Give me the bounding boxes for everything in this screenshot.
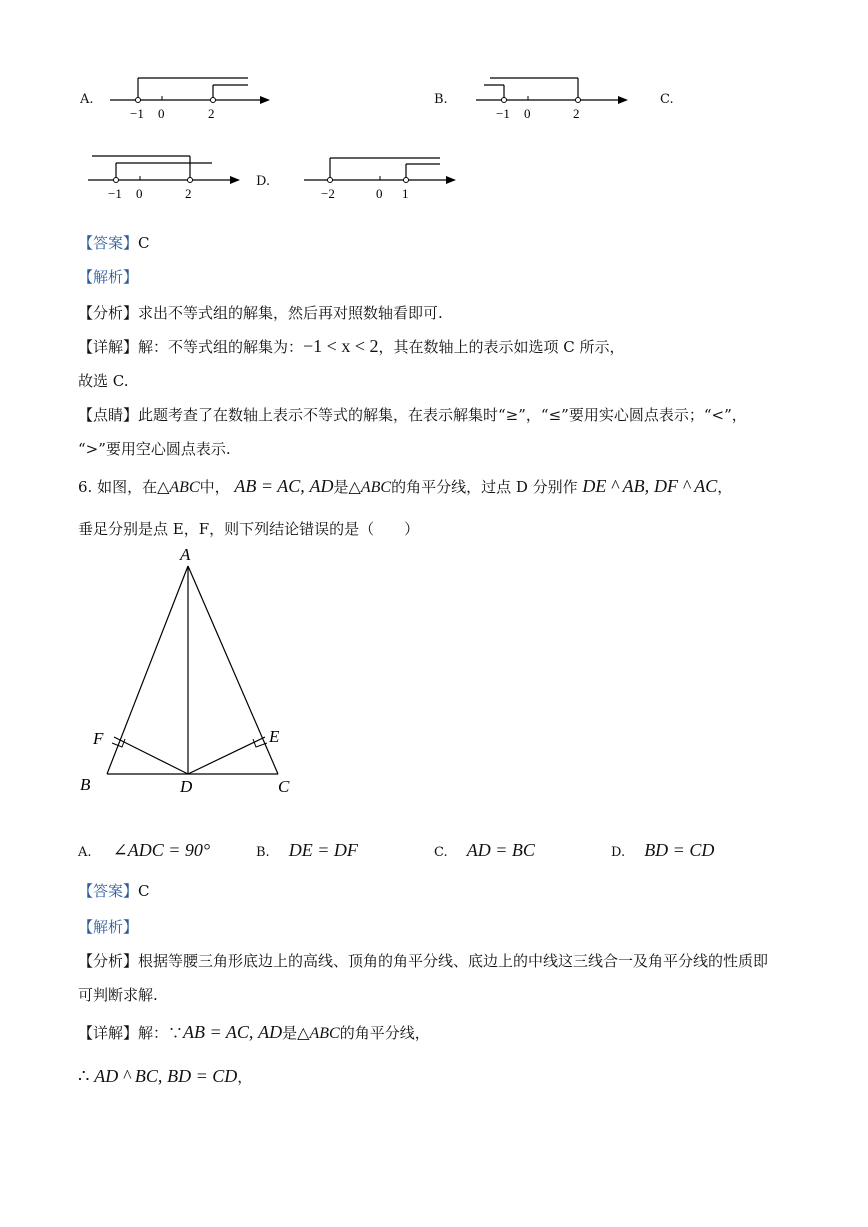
tick-label: 2: [573, 106, 580, 121]
tick-label: −1: [130, 106, 144, 121]
tick-label: 0: [136, 186, 143, 201]
answer-value: C: [138, 882, 150, 900]
tick-label: 0: [158, 106, 165, 121]
dianjing-line1: 此题考查了在数轴上表示不等式的解集，在表示解集时“≥”，“≤”要用实心圆点表示；“<”，: [138, 406, 747, 424]
option-d-label: D.: [256, 174, 271, 189]
option-label: C.: [434, 845, 448, 860]
tick-label: 0: [524, 106, 531, 121]
answer-value: C: [138, 234, 150, 252]
option-d-number-line: [304, 152, 474, 202]
stem-text: ，: [717, 478, 733, 496]
option-b-number-line: [476, 72, 636, 122]
expr-df-perp-ac: DF ^ AC: [653, 476, 718, 496]
option-a-number-line: [110, 72, 280, 122]
xiangjie-suffix: 的角平分线，: [339, 1024, 430, 1042]
triangle-abc: △ABC: [297, 1025, 340, 1042]
fenxi-tag: 【分析】: [78, 952, 139, 970]
tick-label: 2: [185, 186, 192, 201]
q6-stem-line2: 垂足分别是点 E，F，则下列结论错误的是（ ）: [78, 520, 420, 538]
q6-analysis-tag: 【解析】: [78, 918, 139, 936]
option-expr: ∠ADC = 90°: [112, 840, 211, 860]
expr-de-perp-ab: DE ^ AB,: [582, 476, 650, 496]
because-symbol: ∵: [168, 1024, 184, 1042]
stem-text: 6. 如图，在: [78, 478, 158, 496]
dianjing-tag: 【点睛】: [78, 406, 139, 424]
q6-answer: [78, 880, 150, 901]
tick-label: −1: [108, 186, 122, 201]
vertex-label-b: B: [80, 775, 91, 794]
tick-label: −1: [496, 106, 510, 121]
fenxi-line1: 根据等腰三角形底边上的高线、顶角的角平分线、底边上的中线这三线合一及角平分线的性质即: [138, 952, 769, 970]
triangle-abc: △ABC: [157, 479, 200, 496]
stem-text: 中，: [199, 478, 230, 496]
tick-label: 0: [376, 186, 383, 201]
vertex-label-f: F: [93, 729, 104, 748]
answer-tag: 【答案】: [78, 234, 139, 252]
q6-fenxi: [78, 950, 768, 971]
expr-ab-eq-ac: AB = AC,: [234, 476, 305, 496]
q5-conclusion: 故选 C.: [78, 372, 129, 390]
option-expr: DE = DF: [288, 840, 358, 860]
q6-fenxi-line2: 可判断求解.: [78, 986, 158, 1004]
option-label: B.: [256, 845, 270, 860]
option-expr: AD = BC: [466, 840, 535, 860]
q6-xiangjie: [78, 1022, 430, 1043]
q5-dianjing: [78, 404, 747, 425]
option-b-label: B.: [434, 92, 448, 107]
triangle-abc: △ABC: [348, 479, 392, 496]
option-c-label: C.: [660, 92, 674, 107]
xiangjie-prefix: 解：: [138, 1024, 169, 1042]
expr-ad-perp-bc: AD ^ BC,: [94, 1066, 163, 1086]
tick-label: 2: [208, 106, 215, 121]
vertex-label-e: E: [269, 727, 280, 746]
q5-analysis-tag: 【解析】: [78, 268, 139, 286]
option-label: A.: [78, 845, 92, 860]
q5-answer: [78, 232, 150, 253]
expr-ab-eq-ac: AB = AC,: [183, 1022, 254, 1042]
triangle-figure: [76, 540, 316, 800]
option-a-label: A.: [80, 92, 94, 107]
expr-ad: AD: [258, 1022, 283, 1042]
therefore-tail: ，: [237, 1068, 253, 1086]
q6-stem-line1: [78, 476, 732, 497]
tick-label: −2: [321, 186, 335, 201]
q6-therefore: [78, 1066, 252, 1087]
q6-option-c: [434, 840, 535, 861]
option-c-number-line: [88, 152, 258, 202]
fenxi-tag: 【分析】: [78, 304, 139, 322]
vertex-label-c: C: [278, 777, 290, 796]
tick-label: 1: [402, 186, 409, 201]
q6-option-a: [78, 840, 210, 861]
vertex-label-d: D: [180, 777, 193, 796]
option-label: D.: [611, 845, 626, 860]
q6-option-b: [256, 840, 358, 861]
expr-bd-eq-cd: BD = CD: [167, 1066, 238, 1086]
expr-ad: AD: [309, 476, 334, 496]
q5-fenxi: [78, 302, 443, 323]
therefore-symbol: ∴: [78, 1066, 90, 1087]
xiangjie-tag: 【详解】: [78, 338, 139, 356]
q5-xiangjie: [78, 336, 625, 357]
q6-option-d: [611, 840, 714, 861]
stem-text: 是: [333, 478, 349, 496]
xiangjie-tag: 【详解】: [78, 1024, 139, 1042]
vertex-label-a: A: [180, 545, 191, 564]
option-expr: BD = CD: [644, 840, 715, 860]
q5-dianjing-line2: “>”要用空心圆点表示.: [78, 440, 231, 458]
fenxi-text: 求出不等式组的解集，然后再对照数轴看即可.: [138, 304, 443, 322]
solution-inequality: −1 < x < 2: [303, 336, 379, 356]
stem-text: 的角平分线，过点 D 分别作: [391, 478, 578, 496]
answer-tag: 【答案】: [78, 882, 139, 900]
xiangjie-suffix: ，其在数轴上的表示如选项 C 所示，: [378, 338, 625, 356]
xiangjie-mid: 是: [282, 1024, 298, 1042]
xiangjie-prefix: 解：不等式组的解集为：: [138, 338, 304, 356]
